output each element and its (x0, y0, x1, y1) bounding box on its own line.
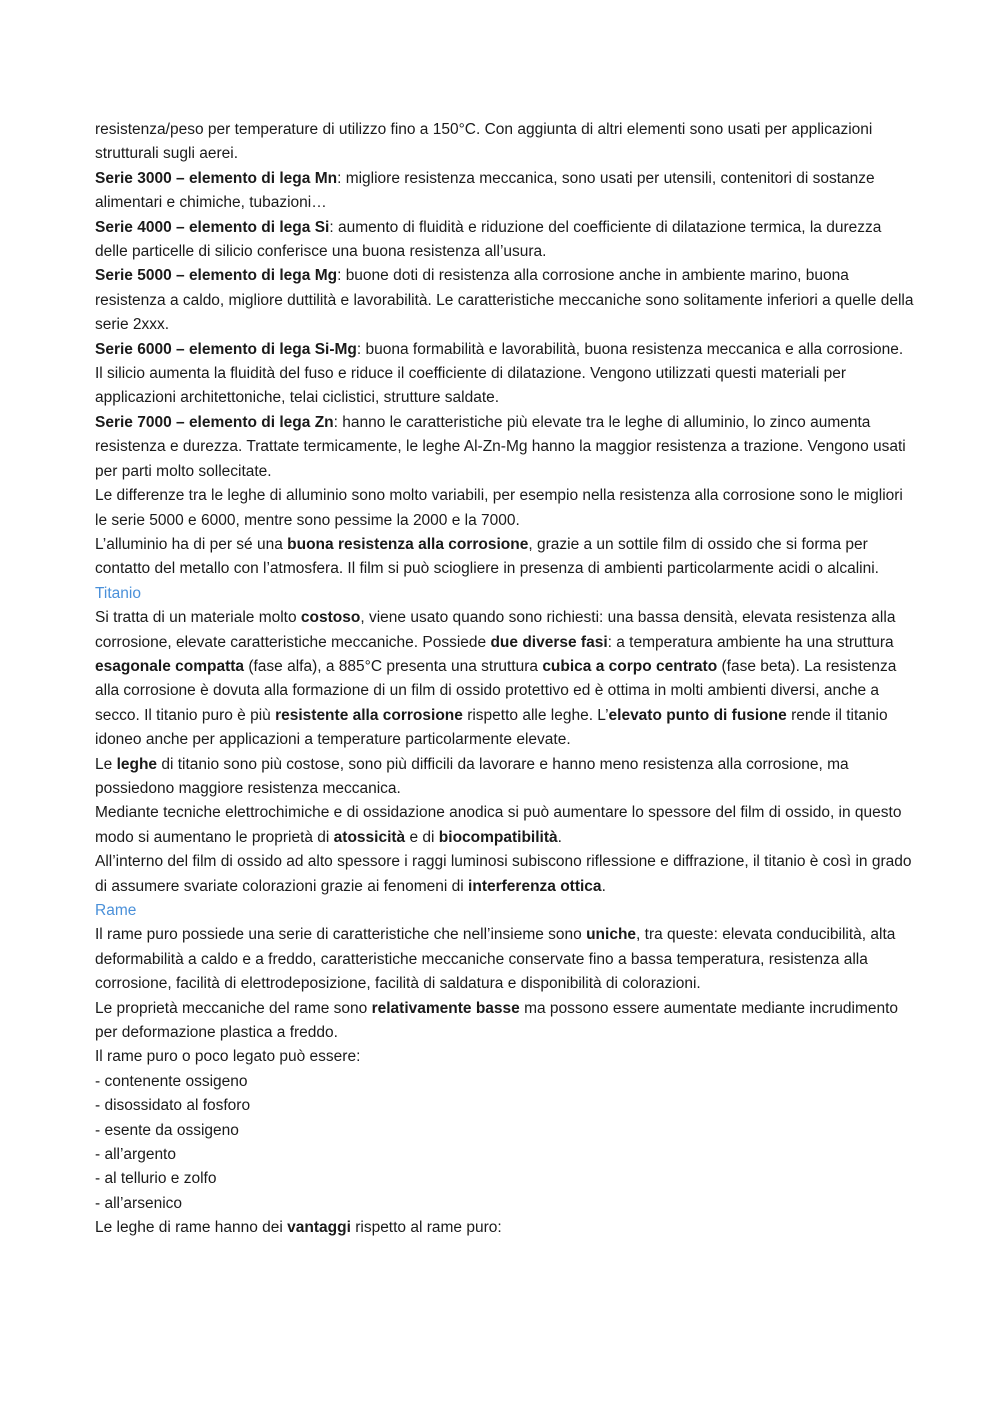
list-item: - disossidato al fosforo (95, 1097, 251, 1115)
paragraph-aluminium-corrosion: L’alluminio ha di per sé una buona resistenza alla corrosione, grazie a un sottile film di ossido che si forma per contatto del metallo con l’atmosfera. Il film si può sciogliere in presenza di ambienti particolarmente acidi o alcalini. (95, 535, 879, 578)
paragraph-titanio-2: Le leghe di titanio sono più costose, sono più difficili da lavorare e hanno meno resistenza alla corrosione, ma possiedono maggiore resistenza meccanica. (95, 755, 849, 797)
paragraph-aluminium-intro: resistenza/peso per temperature di utilizzo fino a 150°C. Con aggiunta di altri elementi sono usati per applicazioni strutturali sugli aerei. (95, 121, 873, 163)
bold-label: Serie 7000 – elemento di lega Zn (95, 413, 334, 431)
bold-label: Serie 3000 – elemento di lega Mn (95, 169, 338, 187)
paragraph-rame-4: Le leghe di rame hanno dei vantaggi rispetto al rame puro: (95, 1219, 502, 1237)
paragraph-serie-4000: Serie 4000 – elemento di lega Si: aumento di fluidità e riduzione del coefficiente di dilatazione termica, la durezza delle particelle di silicio conferisce una buona resistenza all’usura. (95, 218, 882, 261)
paragraph-serie-5000: Serie 5000 – elemento di lega Mg: buone doti di resistenza alla corrosione anche in ambiente marino, buona resistenza a caldo, migliore duttilità e lavorabilità. Le caratteristiche meccaniche sono solitamente inferiori a quelle della serie 2xxx. (95, 267, 914, 334)
paragraph-rame-3: Il rame puro o poco legato può essere: (95, 1048, 361, 1066)
paragraph-serie-3000: Serie 3000 – elemento di lega Mn: migliore resistenza meccanica, sono usati per utensili, contenitori di sostanze alimentari e chimiche, tubazioni… (95, 169, 875, 212)
section-heading-rame: Rame (95, 902, 137, 919)
paragraph-serie-6000: Serie 6000 – elemento di lega Si-Mg: buona formabilità e lavorabilità, buona resistenza meccanica e alla corrosione. Il silicio aumenta la fluidità del fuso e riduce il coefficiente di dilatazione. Vengono utilizzati questi materiali per applicazioni architettoniche, telai ciclistici, strutture saldate. (95, 340, 904, 407)
list-item: - contenente ossigeno (95, 1072, 248, 1090)
bold-label: Serie 5000 – elemento di lega Mg (95, 267, 338, 285)
list-item: - all’arsenico (95, 1194, 183, 1212)
paragraph-rame-2: Le proprietà meccaniche del rame sono relativamente basse ma possono essere aumentate mediante incrudimento per deformazione plastica a freddo. (95, 999, 899, 1042)
paragraph-titanio-4: All’interno del film di ossido ad alto spessore i raggi luminosi subiscono riflessione e diffrazione, il titanio è così in grado di assumere svariate colorazioni grazie ai fenomeni di interferenza ottica. (95, 853, 912, 895)
paragraph-rame-1: Il rame puro possiede una serie di caratteristiche che nell’insieme sono uniche, tra queste: elevata conducibilità, alta deformabilità a caldo e a freddo, caratteristiche meccaniche conservate fino a bassa temperatura, resistenza alla corrosione, facilità di elettrodeposizione, facilità di saldatura e disponibilità di colorazioni. (95, 926, 896, 993)
list-item: - all’argento (95, 1146, 176, 1164)
paragraph-differences: Le differenze tra le leghe di alluminio sono molto variabili, per esempio nella resistenza alla corrosione sono le migliori le serie 5000 e 6000, mentre sono pessime la 2000 e la 7000. (95, 487, 903, 529)
section-heading-titanio: Titanio (95, 584, 141, 602)
list-item: - al tellurio e zolfo (95, 1170, 217, 1188)
list-item: - esente da ossigeno (95, 1121, 239, 1139)
bold-label: Serie 6000 – elemento di lega Si-Mg (95, 340, 357, 358)
document-page (95, 118, 915, 1241)
paragraph-titanio-1: Si tratta di un materiale molto costoso, viene usato quando sono richiesti: una bassa densità, elevata resistenza alla corrosione, elevate caratteristiche meccaniche. Possiede due diverse fasi: a temperatura ambiente ha una struttura esagonale compatta (fase alfa), a 885°C presenta una struttura cubica a corpo centrato (fase beta). La resistenza alla corrosione è dovuta alla formazione di un film di ossido protettivo ed è ottima in molti ambienti diversi, anche a secco. Il titanio puro è più resistente alla corrosione rispetto alle leghe. L’elevato punto di fusione rende il titanio idoneo anche per applicazioni a temperature particolarmente elevate. (95, 609, 897, 749)
paragraph-titanio-3: Mediante tecniche elettrochimiche e di ossidazione anodica si può aumentare lo spessore del film di ossido, in questo modo si aumentano le proprietà di atossicità e di biocompatibilità. (95, 804, 902, 846)
bold-label: Serie 4000 – elemento di lega Si (95, 218, 330, 236)
paragraph-serie-7000: Serie 7000 – elemento di lega Zn: hanno le caratteristiche più elevate tra le leghe di alluminio, lo zinco aumenta resistenza e durezza. Trattate termicamente, le leghe Al-Zn-Mg hanno la maggior resistenza a trazione. Vengono usati per parti molto sollecitate. (95, 413, 906, 480)
